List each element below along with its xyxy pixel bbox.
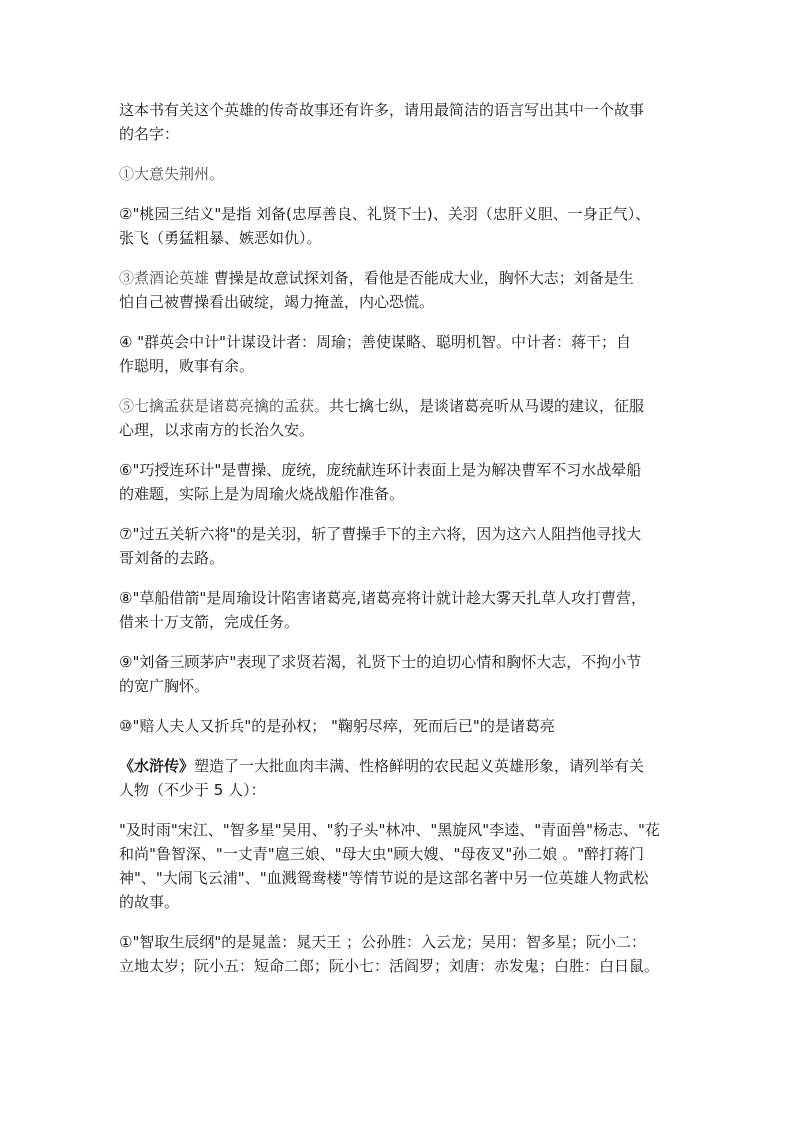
shuihu-question	[119, 754, 679, 802]
story-item-7	[119, 522, 679, 570]
story-item-2	[119, 202, 679, 250]
story-item-1	[119, 162, 679, 186]
story-line: 怕自己被曹操看出破绽，竭力掩盖，内心恐慌。	[119, 293, 435, 311]
story-line: ⑦"过五关斩六将"的是关羽，斩了曹操手下的主六将，因为这六人阻挡他寻找大	[119, 525, 642, 543]
story-text: 曹操是故意试探刘备，看他是否能成大业，胸怀大志；刘备是生	[213, 269, 634, 287]
story-line: ①大意失荆州。	[119, 165, 225, 183]
question-text: 塑造了一大批血肉丰满、性格鲜明的农民起义英雄形象，请列举有关	[194, 757, 645, 775]
story-line: ⑥"巧授连环计"是曹操、庞统，庞统献连环计表面上是为解决曹军不习水战晕船	[119, 461, 642, 479]
characters-line: "及时雨"宋江、"智多星"吴用、"豹子头"林冲、"黑旋风"李逵、"青面兽"杨志、"花	[119, 821, 660, 839]
story-item-3	[119, 266, 679, 314]
story-line: 作聪明，败事有余。	[119, 357, 255, 375]
shengchengang-line: ①"智取生辰纲"的是晁盖：晁天王 ；公孙胜：入云龙；吴用：智多星；阮小二：	[119, 933, 647, 951]
story-text: 共七擒七纵，是谈诸葛亮听从马谡的建议，征服	[329, 397, 645, 415]
story-line: 心理，以求南方的长治久安。	[119, 421, 315, 439]
story-line: 的难题，实际上是为周瑜火烧战船作准备。	[119, 485, 405, 503]
story-item-6	[119, 458, 679, 506]
story-line: 张飞（勇猛粗暴、嫉恶如仇）。	[119, 229, 322, 247]
story-item-4	[119, 330, 679, 378]
characters-line: 和尚"鲁智深、"一丈青"扈三娘、"母大虫"顾大嫂、"母夜叉"孙二娘 。"醉打蒋门	[119, 845, 644, 863]
story-item-9	[119, 650, 679, 698]
story-title: ⑤七擒孟获是诸葛亮擒的孟获。	[119, 397, 330, 415]
shuihu-line: 人物（不少于 5 人）：	[119, 781, 266, 799]
story-line	[119, 266, 679, 290]
story-item-8	[119, 586, 679, 634]
shengchengang-paragraph	[119, 930, 679, 978]
intro-line: 的名字：	[119, 125, 180, 143]
characters-paragraph	[119, 818, 679, 914]
story-line: ④ "群英会中计"计谋设计者：周瑜；善使谋略、聪明机智。中计者：蒋干；自	[119, 333, 632, 351]
characters-line: 神"、"大闹飞云浦"、"血溅鸳鸯楼"等情节说的是这部名著中另一位英雄人物武松	[119, 869, 649, 887]
story-line: 借来十万支箭，完成任务。	[119, 613, 300, 631]
shengchengang-line: 立地太岁；阮小五：短命二郎；阮小七：活阎罗；刘唐：赤发鬼；白胜：白日鼠。	[119, 957, 660, 975]
story-item-5	[119, 394, 679, 442]
intro-paragraph	[119, 98, 679, 146]
story-line: 的宽广胸怀。	[119, 677, 210, 695]
story-item-10	[119, 714, 679, 738]
intro-line: 这本书有关这个英雄的传奇故事还有许多，请用最简洁的语言写出其中一个故事	[119, 101, 645, 119]
story-line: 哥刘备的去路。	[119, 549, 225, 567]
story-line: ⑧"草船借箭"是周瑜设计陷害诸葛亮,诸葛亮将计就计趁大雾天扎草人攻打曹营，	[119, 589, 647, 607]
story-line: ②"桃园三结义"是指 刘备(忠厚善良、礼贤下士)、关羽（忠肝义胆、一身正气）、	[119, 205, 651, 223]
shuihu-line	[119, 754, 679, 778]
document-body	[119, 98, 679, 994]
book-title: 《水浒传》	[119, 757, 195, 775]
story-line: ⑨"刘备三顾茅庐"表现了求贤若渴，礼贤下士的迫切心情和胸怀大志，不拘小节	[119, 653, 642, 671]
story-line	[119, 394, 679, 418]
characters-line: 的故事。	[119, 893, 180, 911]
story-line: ⑩"赔人夫人又折兵"的是孙权； "鞠躬尽瘁，死而后已"的是诸葛亮	[119, 717, 555, 735]
story-title: ③煮酒论英雄	[119, 269, 214, 287]
